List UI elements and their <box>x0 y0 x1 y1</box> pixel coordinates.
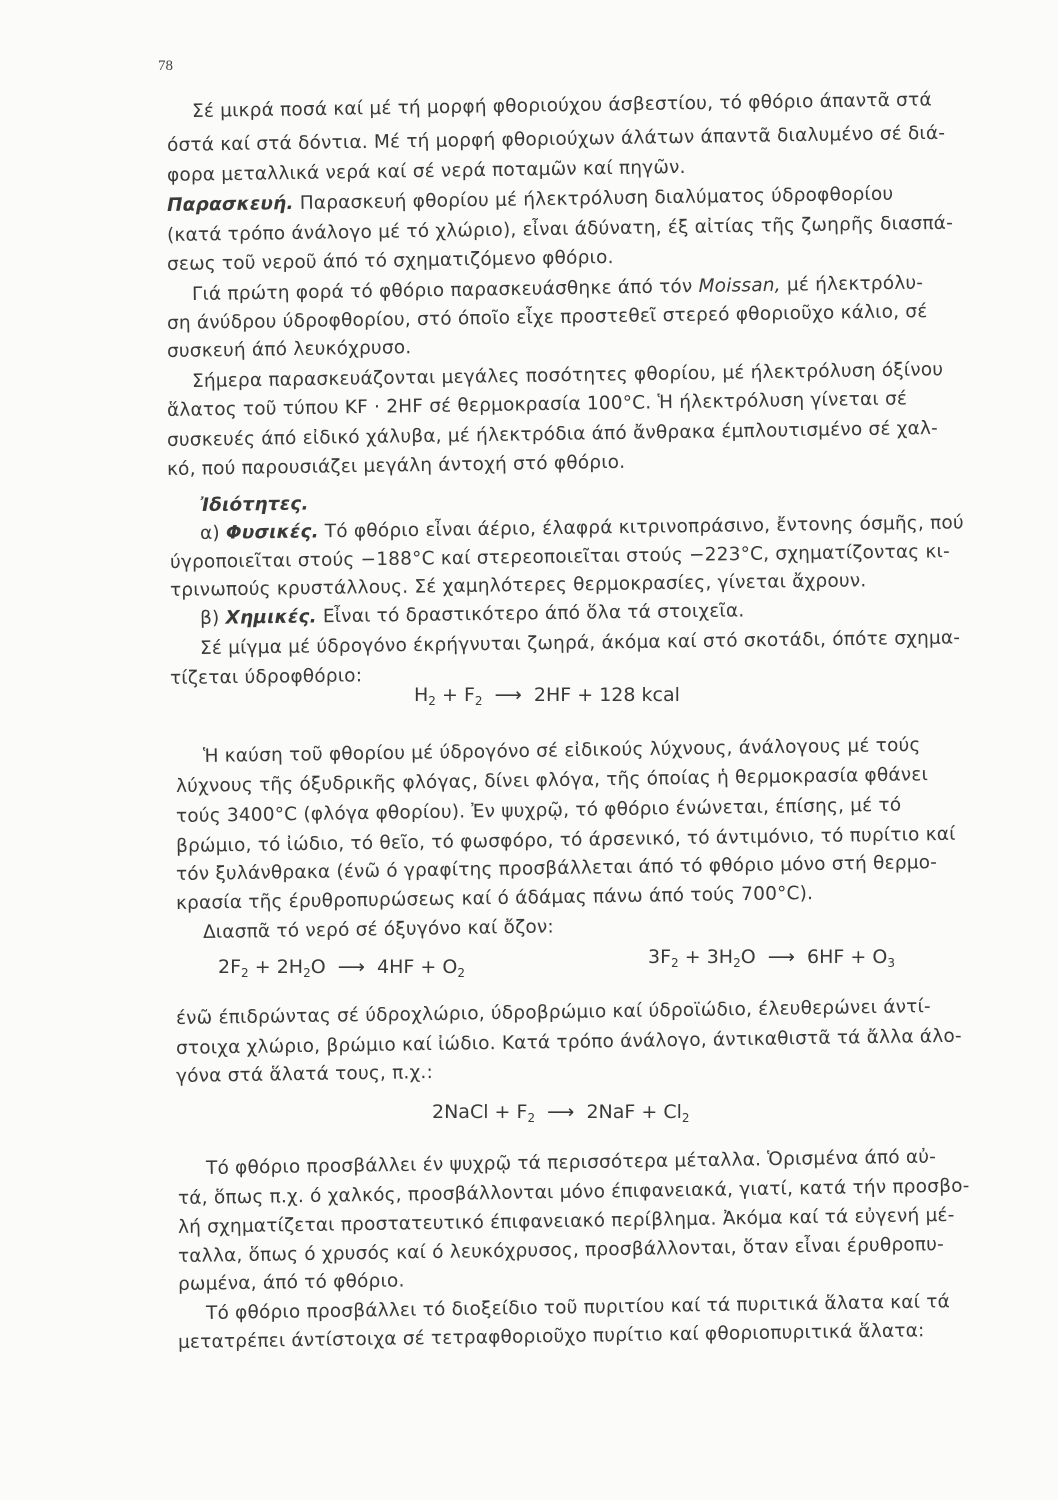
text: λύχνους τῆς όξυδρικῆς φλόγας, δίνει φλόγα, τῆς όποίας ἡ θερμοκρασία φθάνει <box>175 764 929 797</box>
text-line <box>170 543 950 572</box>
text: τόν ξυλάνθρακα (ένῶ ό γραφίτης προσβάλλεται άπό τό φθόριο μόνο στή θερμο- <box>175 852 938 885</box>
reaction-arrow: ⟶ <box>767 946 795 968</box>
text: σεως τοῦ νεροῦ άπό τό σχηματιζόμενο φθόριο. <box>166 246 614 275</box>
text-line <box>178 1272 405 1294</box>
text: τά, ὅπως π.χ. ό χαλκός, προσβάλλονται μόνο έπιφανειακά, γιατί, κατά τήν προσβο- <box>177 1175 970 1209</box>
text-line <box>192 361 944 391</box>
text-line <box>200 495 309 515</box>
text-line <box>166 246 614 275</box>
equation-term: 2NaCl <box>432 1101 489 1123</box>
equation-term: F <box>463 684 475 706</box>
equation-subscript: 3 <box>887 956 895 970</box>
equation-term: 2H <box>276 956 304 978</box>
text-line <box>175 882 814 914</box>
text-line <box>176 766 928 796</box>
section-heading: Παρασκευή. <box>166 193 294 216</box>
text: α) <box>199 522 227 544</box>
text-line <box>192 91 932 121</box>
text-line <box>206 1293 950 1323</box>
equation-term: 128 kcal <box>599 684 680 706</box>
equation-subscript: 2 <box>527 1111 536 1125</box>
text: βρώμιο, τό ἰώδιο, τό θεῖο, τό φωσφόρο, τό άρσενικό, τό άντιμόνιο, τό πυρίτιο καί <box>175 823 956 857</box>
equation-operator: + <box>850 946 867 968</box>
text: τίζεται ύδροφθόριο: <box>169 665 363 689</box>
equation-subscript: 2 <box>671 956 679 970</box>
section-heading: Ἰδιότητες. <box>199 493 309 516</box>
text-line <box>167 303 928 333</box>
text: Παρασκευή φθορίου μέ ήλεκτρόλυση διαλύματος ύδροφθορίου <box>293 183 894 215</box>
text: Τό φθόριο προσβάλλει τό διοξείδιο τοῦ πυριτίου καί τά πυριτικά ἅλατα καί τά <box>205 1291 951 1324</box>
text-line <box>167 390 907 420</box>
text-line <box>167 339 412 361</box>
text: ένῶ έπιδρώντας σέ ύδροχλώριο, ύδροβρώμιο καί ύδροϊώδιο, έλευθερώνει άντί- <box>175 996 931 1029</box>
equation-term: 6HF <box>807 946 845 968</box>
text: κρασία τῆς έρυθροπυρώσεως καί ό άδάμας πάνω άπό τούς 700°C). <box>175 882 814 914</box>
text-line <box>175 1025 962 1059</box>
equation-operator: + <box>577 684 594 706</box>
text-line <box>200 629 960 658</box>
equation-sodium-chloride <box>432 1101 690 1125</box>
text-line <box>203 918 554 942</box>
text-line <box>166 417 939 451</box>
text-line <box>166 451 626 480</box>
equation-operator: + <box>254 956 271 978</box>
equation-subscript: 2 <box>241 966 249 980</box>
text-line <box>205 1146 937 1179</box>
text-line <box>202 734 921 767</box>
text: ρωμένα, άπό τό φθόριο. <box>177 1270 405 1295</box>
equation-term: 2F <box>218 956 242 978</box>
text: φορα μεταλλικά νερά καί σέ νερά ποταμῶν καί πηγῶν. <box>166 156 686 186</box>
subsection-heading: Χημικές. <box>225 606 317 629</box>
text-line <box>166 122 946 156</box>
text-line <box>177 1233 945 1267</box>
equation-operator: + <box>684 946 701 968</box>
equation-operator: + <box>494 1101 511 1123</box>
text: όστά καί στά δόντια. Μέ τή μορφή φθοριούχων άλάτων άπαντᾶ διαλυμένο σέ διά- <box>166 122 946 156</box>
text-line <box>176 854 937 884</box>
text-line <box>178 1322 925 1352</box>
equation-water-ozone <box>648 946 895 970</box>
reaction-arrow: ⟶ <box>494 684 522 706</box>
text: Σέ μίγμα μέ ύδρογόνο έκρήγνυται ζωηρά, άκόμα καί στό σκοτάδι, όπότε σχημα- <box>199 627 961 659</box>
text: μετατρέπει άντίστοιχα σέ τετραφθοριοῦχο πυρίτιο καί φθοριοπυριτικά ἅλατα: <box>177 1320 925 1353</box>
text: στοιχα χλώριο, βρώμιο καί ἰώδιο. Κατά τρόπο άνάλογο, άντικαθιστᾶ τά ἄλλα άλο- <box>175 1025 962 1059</box>
text: Τό φθόριο προσβάλλει έν ψυχρῷ τά περισσότερα μέταλλα. Ὁρισμένα άπό αὐ- <box>205 1146 937 1179</box>
text: Τό φθόριο εἶναι άέριο, έλαφρά κιτρινοπράσινο, ἔντονης όσμῆς, πού <box>318 512 964 543</box>
equation-term: 4HF <box>377 956 415 978</box>
text: Εἶναι τό δραστικότερο άπό ὅλα τά στοιχεῖα. <box>316 600 745 628</box>
text: Σέ μικρά ποσά καί μέ τή μορφή φθοριούχου άσβεστίου, τό φθόριο άπαντᾶ στά <box>191 89 932 122</box>
text: Ἡ καύση τοῦ φθορίου μέ ύδρογόνο σέ εἰδικούς λύχνους, άνάλογους μέ τούς <box>202 734 921 767</box>
text: συσκευές άπό εἰδικό χάλυβα, μέ ήλεκτρόδια άπό ἄνθρακα έμπλουτισμένο σέ χαλ- <box>166 417 939 451</box>
text: μέ ήλεκτρόλυ- <box>780 272 924 296</box>
text: γόνα στά ἅλατά τους, π.χ.: <box>175 1061 434 1087</box>
equation-subscript: 2 <box>303 966 311 980</box>
text: β) <box>199 607 226 629</box>
equation-term: O <box>872 946 888 968</box>
text: λή σχηματίζεται προστατευτικό έπιφανειακό περίβλημα. Ἀκόμα καί τά εὐγενή μέ- <box>177 1204 955 1238</box>
text-line <box>191 272 924 305</box>
equation-term: F <box>516 1101 528 1123</box>
equation-subscript: 2 <box>474 694 483 708</box>
equation-term: 2HF <box>533 684 572 706</box>
person-name: Moissan, <box>698 274 781 298</box>
text: ταλλα, ὅπως ό χρυσός καί ό λευκόχρυσος, προσβάλλονται, ὅταν εἶναι έρυθροπυ- <box>177 1233 945 1267</box>
text-line <box>175 794 902 827</box>
equation-term: H <box>414 684 429 706</box>
text-line <box>166 212 954 246</box>
equation-hydrogen-fluorine <box>414 684 680 708</box>
text: ἅλατος τοῦ τύπου KF · 2HF σέ θερμοκρασία 100°C. Ἡ ήλεκτρόλυση γίνεται σέ <box>166 388 908 421</box>
text: κό, πού παρουσιάζει μεγάλη άντοχή στό φθόριο. <box>166 451 626 480</box>
text: Διασπᾶ τό νερό σέ όξυγόνο καί ὄζον: <box>202 916 555 943</box>
text-line <box>175 823 956 857</box>
text: Γιά πρώτη φορά τό φθόριο παρασκευάσθηκε άπό τόν <box>191 276 699 305</box>
text: τούς 3400°C (φλόγα φθορίου). Ἐν ψυχρῷ, τό φθόριο ένώνεται, έπίσης, μέ τό <box>175 794 902 827</box>
text-line <box>170 667 362 688</box>
text-line <box>166 183 894 216</box>
equation-term: O <box>442 956 458 978</box>
reaction-arrow: ⟶ <box>337 956 365 978</box>
page-number: 78 <box>158 58 173 74</box>
text: συσκευή άπό λευκόχρυσο. <box>166 337 412 362</box>
equation-term: 3F <box>648 946 672 968</box>
equation-subscript: 2 <box>733 956 741 970</box>
equation-subscript: 2 <box>681 1111 690 1125</box>
text: ση άνύδρου ύδροφθορίου, στό όποῖο εἶχε προστεθεῖ στερεό φθοριοῦχο κάλιο, σέ <box>166 301 928 334</box>
equation-operator: + <box>420 956 437 978</box>
text-line <box>200 514 964 543</box>
text-line <box>177 1175 970 1209</box>
equation-water-oxygen <box>218 956 465 980</box>
text: (κατά τρόπο άνάλογο μέ τό χλώριο), εἶναι άδύνατη, έξ αἰτίας τῆς ζωηρῆς διασπά- <box>166 212 954 246</box>
equation-term: O <box>740 946 756 968</box>
equation-subscript: 2 <box>428 694 436 708</box>
equation-operator: + <box>641 1101 658 1123</box>
text-line <box>166 156 686 186</box>
reaction-arrow: ⟶ <box>547 1101 575 1123</box>
subsection-heading: Φυσικές. <box>225 521 319 544</box>
equation-term: O <box>310 956 326 978</box>
text: τρινωπούς κρυστάλλους. Σέ χαμηλότερες θερμοκρασίες, γίνεται ἄχρουν. <box>169 570 867 601</box>
text: Σήμερα παρασκευάζονται μεγάλες ποσότητες φθορίου, μέ ήλεκτρόλυση όξίνου <box>191 359 944 392</box>
equation-term: 3H <box>706 946 734 968</box>
equation-operator: + <box>441 684 458 706</box>
equation-term: 2NaF <box>586 1101 636 1123</box>
text-line <box>177 1204 955 1238</box>
text-line <box>176 998 931 1028</box>
equation-term: Cl <box>663 1101 682 1123</box>
text: ύγροποιεῖται στούς −188°C καί στερεοποιεῖται στούς −223°C, σχηματίζοντας κι- <box>169 541 951 573</box>
text-line <box>200 602 745 628</box>
text-line <box>175 1061 434 1087</box>
text-line <box>170 572 867 600</box>
equation-subscript: 2 <box>457 966 465 980</box>
